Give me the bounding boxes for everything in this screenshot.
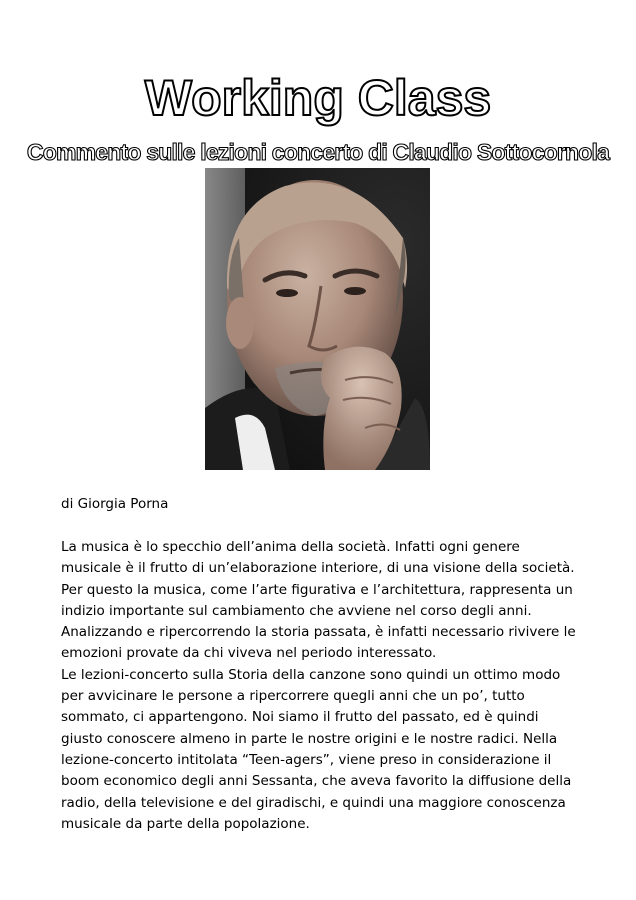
paragraph: La musica è lo specchio dell’anima della società. Infatti ogni genere musicale è il frutto di un’elaborazione interiore, di una visione della società. Per questo la musica, come l’arte figurativa e l’architettura, rappresenta un indizio importante sul cambiamento che avviene nel corso degli anni. Analizzando e ripercorrendo la storia passata, è infatti necessario rivivere le emozioni provate da chi viveva nel periodo interessato. bbox=[61, 539, 576, 662]
portrait-photo bbox=[205, 168, 430, 470]
author-byline: di Giorgia Porna bbox=[61, 496, 169, 512]
paragraph: Le lezioni-concerto sulla Storia della canzone sono quindi un ottimo modo per avvicinare le persone a ripercorrere quegli anni che un po’, tutto sommato, ci appartengono. Noi siamo il frutto del passato, ed è quindi giusto conoscere almeno in parte le nostre origini e le nostre radici. Nella lezione-concerto intitolata “Teen-agers”, viene preso in considerazione il boom economico degli anni Sessanta, che aveva favorito la diffusione della radio, della televisione e del giradischi, e quindi una maggiore conoscenza musicale da parte della popolazione. bbox=[61, 666, 572, 832]
page-subtitle: Commento sulle lezioni concerto di Claudio Sottocornola bbox=[26, 139, 610, 165]
article-body bbox=[61, 537, 583, 835]
page-title: Working Class bbox=[144, 70, 492, 126]
